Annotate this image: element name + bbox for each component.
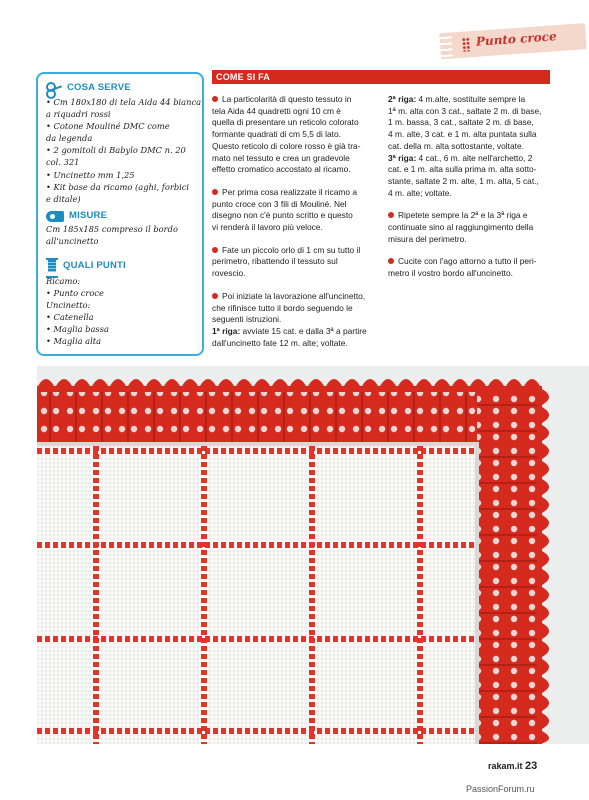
paragraph-tessuto bbox=[212, 94, 367, 176]
tape-measure-icon bbox=[46, 211, 64, 222]
quali-punti-list bbox=[46, 275, 126, 348]
text-line: 4 m. alte, 3 cat. e 1 m. alta puntata sulla bbox=[388, 129, 537, 140]
riga-1 bbox=[212, 326, 367, 349]
text-line: Cucite con l'ago attorno a tutto il peri- bbox=[388, 256, 541, 268]
text-line: punto croce con 3 fili di Mouliné. Nel bbox=[212, 198, 347, 209]
bullet-dot-icon bbox=[212, 189, 218, 195]
text-line: Ripetete sempre la 2ª e la 3ª riga e bbox=[388, 210, 541, 222]
materials-line: col. 321 bbox=[46, 157, 80, 168]
materials-line: • Cm 180x180 di tela Aida 44 bianca bbox=[46, 97, 202, 107]
page-number: 23 bbox=[525, 760, 538, 772]
bullet-dot-icon bbox=[212, 247, 218, 253]
stitch-line: • Punto croce bbox=[46, 288, 104, 299]
stitch-line: • Maglia bassa bbox=[46, 324, 109, 335]
riga-label: 1ª riga: bbox=[212, 325, 241, 336]
text-line: 1ª m. alta con 3 cat., saltate 2 m. di base, bbox=[388, 105, 542, 116]
quali-punti-heading: QUALI PUNTI bbox=[63, 259, 126, 271]
riga-3 bbox=[388, 153, 541, 200]
paragraph-ricamo bbox=[212, 187, 367, 234]
scissors-icon bbox=[46, 82, 62, 95]
text-line: continuate sino al raggiungimento della bbox=[388, 222, 534, 233]
text-line: seguenti istruzioni. bbox=[212, 314, 282, 325]
stitch-line: • Maglia alta bbox=[46, 336, 102, 347]
misure-line: all'uncinetto bbox=[46, 236, 99, 247]
bullet-dot-icon bbox=[388, 212, 394, 218]
riga-label: 2ª riga: bbox=[388, 94, 417, 104]
text-line: misura del perimetro. bbox=[388, 233, 467, 244]
text-line: 3ª riga: 4 cat., 6 m. alte nell'archetto, 2 bbox=[388, 152, 533, 163]
materials-line: • 2 gomitoli di Babylo DMC n. 20 bbox=[46, 145, 186, 156]
materials-line: e ditale) bbox=[46, 193, 81, 204]
text-line: formante quadrati di cm 5,5 di lato. bbox=[212, 129, 341, 140]
watermark: PassionForum.ru bbox=[466, 784, 535, 794]
text-line: Poi iniziate la lavorazione all'uncinetto, bbox=[212, 291, 367, 303]
misure-line: Cm 185x185 compreso il bordo bbox=[46, 224, 178, 235]
materials-line: • Cotone Mouliné DMC come bbox=[46, 121, 170, 132]
text-line: disegno non c'è punto scritto e questo bbox=[212, 210, 353, 221]
instructions-column-2 bbox=[388, 94, 541, 280]
text-line: tela Aida 44 quadretti ogni 10 cm è bbox=[212, 105, 341, 116]
riga-label: 3ª riga: bbox=[388, 152, 417, 163]
text-line: 1ª riga: avviate 15 cat. e dalla 3ª a partire bbox=[212, 325, 367, 336]
materials-line: • Uncinetto mm 1,25 bbox=[46, 169, 135, 180]
stitch-line: Uncinetto: bbox=[46, 300, 91, 311]
bullet-dot-icon bbox=[212, 96, 218, 102]
text-line: rovescio. bbox=[212, 268, 246, 279]
text-line: effetto cromatico accostato al ricamo. bbox=[212, 164, 351, 175]
misure-list bbox=[46, 223, 178, 247]
stitch-line: • Catenella bbox=[46, 312, 94, 323]
site-name: rakam.it bbox=[488, 761, 523, 771]
text-line: 4 m. alte; voltate. bbox=[388, 187, 452, 198]
text-line: Fate un piccolo orlo di 1 cm su tutto il bbox=[212, 245, 367, 257]
materials-box bbox=[36, 72, 204, 356]
instructions-column-1 bbox=[212, 94, 367, 349]
misure-section bbox=[46, 210, 178, 247]
text-line: mato nel tessuto e crea un gradevole bbox=[212, 152, 350, 163]
tablecloth-photo bbox=[37, 366, 589, 744]
text-line: metro il vostro bordo all'uncinetto. bbox=[388, 268, 513, 279]
text-line: stante, saltate 2 m. alte, 1 m. alta, 5 cat., bbox=[388, 175, 539, 186]
materials-line: da legenda bbox=[46, 133, 93, 144]
instructions-heading: COME SI FA bbox=[212, 70, 550, 84]
bullet-dot-icon bbox=[212, 293, 218, 299]
materials-line: • Kit base da ricamo (aghi, forbici bbox=[46, 181, 190, 192]
text-line: quella di presentare un reticolo colorato bbox=[212, 117, 359, 128]
text-line: che rifinisce tutto il bordo seguendo le bbox=[212, 302, 353, 313]
paragraph-uncinetto bbox=[212, 291, 367, 326]
section-tag bbox=[445, 23, 586, 59]
text-line: Per prima cosa realizzate il ricamo a bbox=[212, 187, 367, 199]
tablecloth-illustration bbox=[37, 366, 589, 744]
stitch-line: Ricamo: bbox=[46, 276, 81, 286]
riga-2 bbox=[388, 94, 541, 153]
text-line: dall'uncinetto fate 12 m. alte; voltate. bbox=[212, 337, 348, 348]
paragraph-ripetete bbox=[388, 210, 541, 245]
misure-heading: MISURE bbox=[69, 210, 108, 221]
paragraph-orlo bbox=[212, 245, 367, 280]
text-line: Questo reticolo di colore rosso è già tra- bbox=[212, 140, 361, 151]
section-tag-label: Punto croce bbox=[475, 29, 558, 49]
cosa-serve-section bbox=[46, 82, 201, 205]
bullet-dot-icon bbox=[388, 258, 394, 264]
paragraph-cucite bbox=[388, 256, 541, 279]
text-line: cat. della m. alta sottostante, voltate. bbox=[388, 140, 524, 151]
materials-line: a riquadri rossi bbox=[46, 109, 111, 120]
cosa-serve-list bbox=[46, 96, 201, 205]
cosa-serve-heading: COSA SERVE bbox=[67, 82, 131, 94]
text-line: perimetro, ribattendo il tessuto sul bbox=[212, 256, 338, 267]
quali-punti-section bbox=[46, 258, 126, 348]
cross-stitch-icon bbox=[462, 37, 471, 52]
text-line: 2ª riga: 4 m.alte, sostituite sempre la bbox=[388, 94, 526, 104]
text-line: La particolarità di questo tessuto in bbox=[212, 94, 367, 106]
thread-spool-icon bbox=[46, 258, 58, 274]
page-footer bbox=[488, 760, 537, 772]
text-line: cat. e 1 m. alta sulla prima m. alta sotto- bbox=[388, 164, 537, 175]
text-line: 1 m. bassa, 3 cat., saltate 2 m. di base, bbox=[388, 117, 534, 128]
text-line: vi renderà il lavoro più veloce. bbox=[212, 222, 323, 233]
